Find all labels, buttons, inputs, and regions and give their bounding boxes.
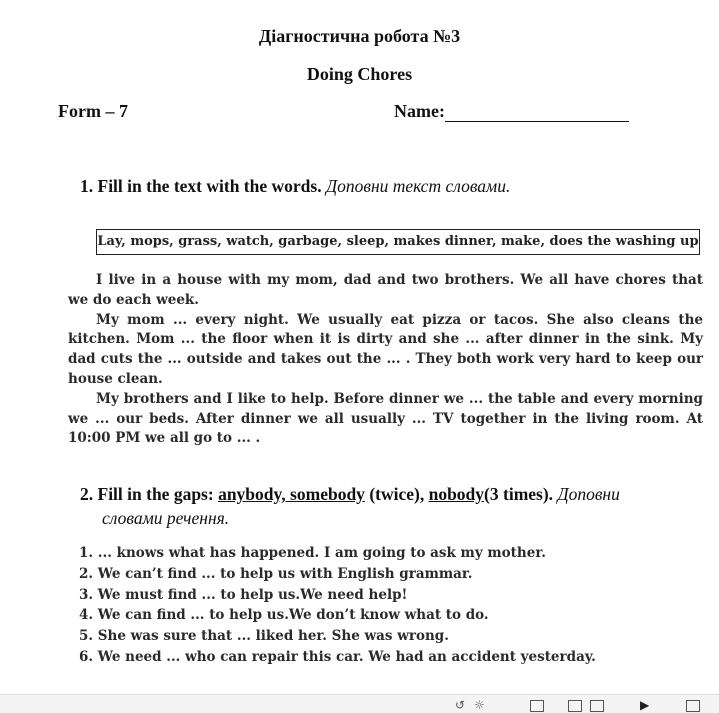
name-field [394,101,629,122]
task2-heading-ua-1: Доповни [557,484,620,504]
paragraph: My brothers and I like to help. Before dinner we ... the table and every morning we ... our beds. After dinner we all usually ... TV together in the living room. At 10:00 PM we all go to ... . [68,390,703,447]
cut-off-text-line [79,669,639,673]
list-item: 4. We can find ... to help us.We don’t know what to do. [79,607,489,624]
document-title: Діагностична робота №3 [258,26,461,46]
document-subtitle: Doing Chores [306,64,413,84]
list-item: 2. We can’t find ... to help us with English grammar. [79,565,473,582]
task1-text [68,271,703,449]
task2-heading-c: (3 times). [484,484,554,504]
single-page-icon[interactable] [568,700,582,712]
list-item: 1. ... knows what has happened. I am going to ask my mother. [79,545,546,561]
name-blank-line [445,104,629,122]
task2-heading-a: 2. Fill in the gaps: [80,484,214,504]
task2-heading [80,482,700,530]
list-item: 3. We must find ... to help us.We need help! [79,586,408,603]
page-layout-icon[interactable] [530,700,544,712]
two-page-icon[interactable] [590,700,604,712]
name-label: Name: [394,101,445,121]
task1-heading [80,176,510,197]
viewer-toolbar [0,694,719,713]
form-label: Form – 7 [58,101,128,121]
paragraph: I live in a house with my mom, dad and two brothers. We all have chores that we do each week. [68,272,703,308]
rotate-icon[interactable]: ↺ [455,698,466,712]
task1-heading-en: 1. Fill in the text with the words. [80,176,322,196]
paragraph: My mom ... every night. We usually eat pizza or tacos. She also cleans the kitchen. Mom ... the floor when it is dirty and she ... after dinner in the sink. My dad cuts the ... outside and takes out the ... . They both work very hard to keep our house clean. [68,311,703,387]
task2-heading-words: anybody, somebody [218,484,365,504]
task1-heading-ua: Доповни текст словами. [325,176,511,196]
task2-list [79,543,596,668]
list-item: 5. She was sure that ... liked her. She was wrong. [79,628,449,645]
task2-heading-word2: nobody [428,484,485,504]
play-icon[interactable]: ▶ [640,698,650,712]
task2-heading-ua-2: словами речення. [102,508,230,528]
fullscreen-icon[interactable] [686,700,700,712]
brightness-icon[interactable]: ☼ [474,698,485,712]
word-bank-box: Lay, mops, grass, watch, garbage, sleep, makes dinner, make, does the washing up [96,229,700,255]
task2-heading-b: (twice), [369,484,425,504]
list-item: 6. We need ... who can repair this car. We had an accident yesterday. [79,648,596,665]
